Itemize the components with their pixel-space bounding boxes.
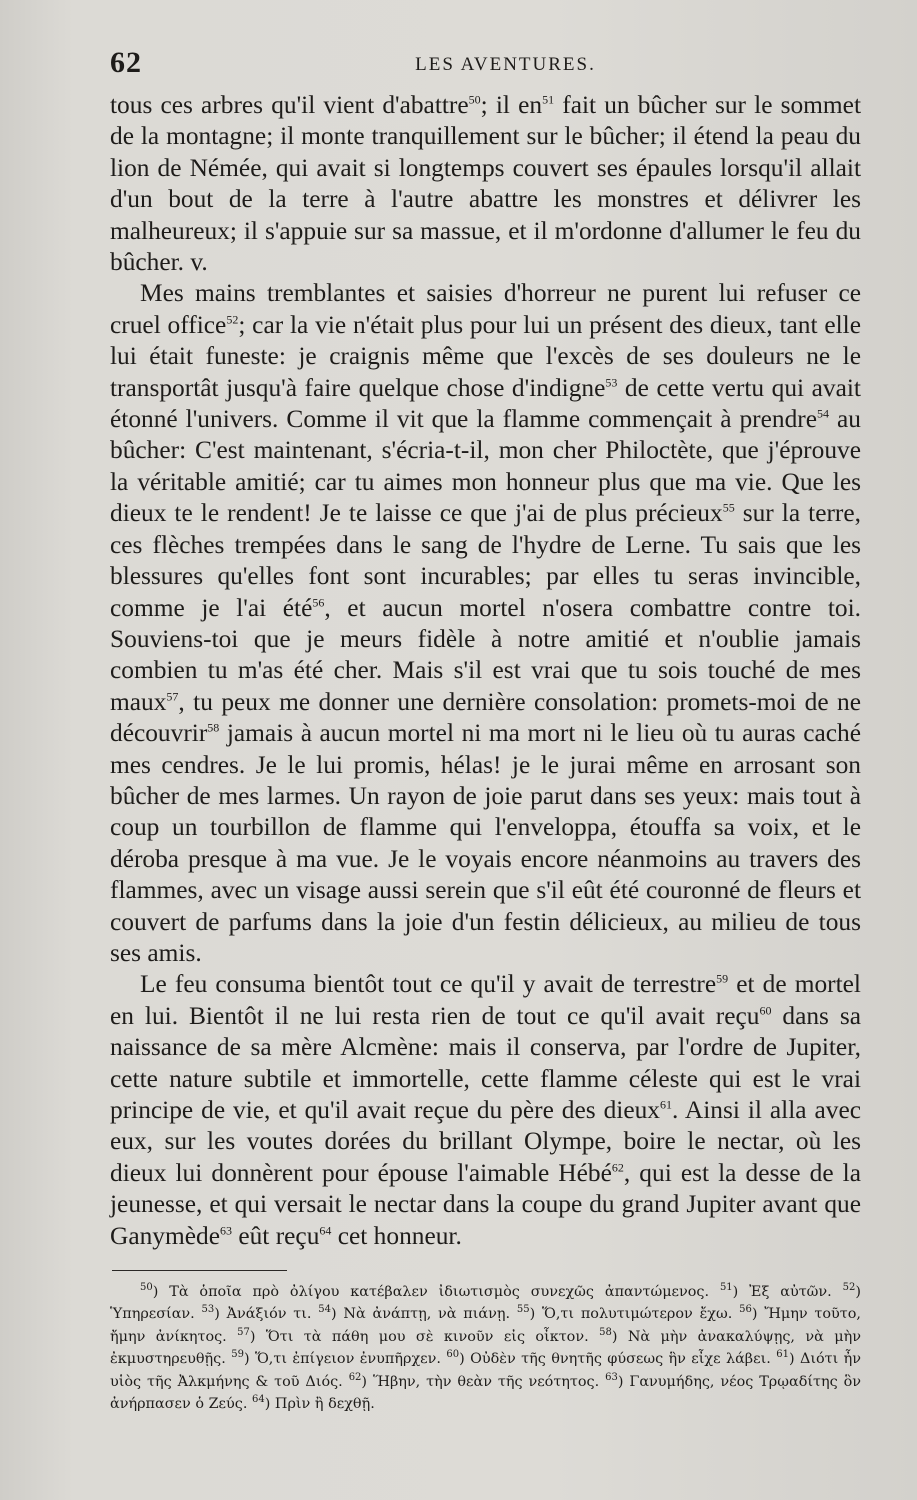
- footnote-text: ) Ὅ,τι πολυτιμώτερον ἔχω.: [529, 1306, 740, 1323]
- footnote-number: 63: [605, 1371, 618, 1383]
- footnote-text: ) Ἀνάξιόν τι.: [214, 1306, 319, 1323]
- paragraph: [110, 90, 861, 278]
- footnote-ref: 63: [219, 1223, 232, 1238]
- footnote-ref: 58: [207, 720, 220, 735]
- text-run: ; il en: [480, 91, 543, 119]
- footnote-text: ) Ἥβην, τὴν θεὰν τῆς νεότητος.: [361, 1373, 606, 1390]
- footnote-number: 61: [776, 1349, 789, 1361]
- footnote-block: [110, 1281, 861, 1415]
- footnote-text: ) Ἤμην τοῦτο, ἤμην ἀνίκητος.: [110, 1306, 861, 1345]
- footnote-text: ) Νὰ ἀνάπτῃ, νὰ πιάνῃ.: [330, 1306, 517, 1323]
- footnote-number: 58: [599, 1327, 612, 1339]
- page-header: [110, 46, 861, 86]
- footnote-ref: 57: [166, 689, 179, 704]
- footnote-ref: 53: [605, 375, 618, 390]
- footnote-text: ) Νὰ μὴν ἀνακαλύψῃς, νὰ μὴν ἐκμυστηρευθῇς.: [110, 1328, 861, 1368]
- footnote-text: ) Οὐδὲν τῆς θνητῆς φύσεως ἣν εἶχε λάβει.: [459, 1351, 777, 1368]
- text-run: au bûcher: C'est maintenant, s'écria-t-il, mon cher Philoctète, que j'éprouve la véritable amitié; car tu aimes mon honneur plus que ma vie. Que les dieux te le rendent! Je te laisse ce que j'ai de plus précieux: [110, 405, 861, 528]
- text-run: eût reçu: [231, 1221, 320, 1250]
- text-run: jamais à aucun mortel ni ma mort ni le lieu où tu auras caché mes cendres. Je le lui promis, hélas! je le jurai même en arrosant son bûcher de mes larmes. Un rayon de joie parut dans ses yeux: mais tout à coup un tourbillon de flamme qui l'enveloppa, étouffa sa voix, et le déroba presque à ma vue. Je le voyais encore néanmoins au travers des flammes, avec un visage aussi serein que s'il eût été couronné de fleurs et couvert de parfums dans la joie d'un festin délicieux, au milieu de tous ses amis.: [110, 719, 861, 967]
- text-run: et de mortel en lui. Bientôt il ne lui resta rien de tout ce qu'il avait reçu: [110, 970, 861, 1030]
- footnote-number: 60: [446, 1349, 460, 1361]
- footnote-number: 50: [140, 1282, 153, 1294]
- footnote-ref: 62: [611, 1160, 624, 1175]
- footnote-number: 53: [201, 1304, 215, 1316]
- footnote-number: 59: [231, 1349, 244, 1361]
- footnote-text: ) Ὅτι τὰ πάθη μου σὲ κινοῦν εἰς οἶκτον.: [249, 1328, 600, 1345]
- footnote-divider: [112, 1270, 287, 1271]
- footnote-ref: 51: [542, 92, 555, 107]
- footnote-text: ) Ἐξ αὐτῶν.: [732, 1284, 843, 1301]
- text-run: Mes mains tremblantes et saisies d'horreur ne purent lui refuser ce cruel office: [110, 279, 861, 339]
- paragraph: [110, 969, 861, 1252]
- text-run: fait un bûcher sur le sommet de la montagne; il monte tranquillement sur le bûcher; il étend la peau du lion de Némée, qui avait si longtemps couvert ses épaules lorsqu'il allait d'un bout de la terre à l'autre abattre les monstres et délivrer les malheureux; il s'appuie sur sa massue, et il m'ordonne d'allumer le feu du bûcher. v.: [110, 91, 861, 277]
- text-run: cet honneur.: [331, 1221, 462, 1250]
- footnote-number: 56: [739, 1304, 752, 1316]
- text-run: tous ces arbres qu'il vient d'abattre: [110, 91, 469, 119]
- page-number: 62: [110, 46, 142, 79]
- text-run: Le feu consuma bientôt tout ce qu'il y avait de terrestre: [140, 970, 717, 999]
- text-run: . Ainsi il alla avec eux, sur les voutes dorées du brillant Olympe, boire le nectar, où les dieux lui donnèrent pour épouse l'aimable Hébé: [110, 1096, 861, 1187]
- text-run: , tu peux me donner une dernière consolation: promets-moi de ne découvrir: [110, 687, 861, 748]
- footnote-ref: 61: [659, 1097, 672, 1112]
- footnote-ref: 55: [722, 500, 735, 515]
- footnote-number: 55: [516, 1304, 530, 1316]
- footnote-number: 52: [842, 1282, 856, 1294]
- text-run: , qui est la desse de la jeunesse, et qui versait le nectar dans la coupe du grand Jupiter avant que Ganymède: [110, 1158, 861, 1250]
- footnote-text: ) Διότι ἦν υἱὸς τῆς Ἀλκμήνης & τοῦ Διός.: [110, 1351, 862, 1390]
- footnote-ref: 56: [312, 595, 325, 610]
- text-run: ; car la vie n'était plus pour lui un présent des dieux, tant elle lui était funeste: je craignis même que l'excès de ses douleurs ne le transportât jusqu'à faire quelque chose d'indigne: [110, 310, 861, 402]
- footnote-ref: 50: [468, 92, 481, 107]
- footnote-ref: 64: [319, 1223, 332, 1238]
- text-run: sur la terre, ces flèches trempées dans le sang de l'hydre de Lerne. Tu sais que les blessures qu'elles font sont incurables; par elles tu seras invincible, comme je l'ai été: [110, 499, 861, 622]
- footnote-number: 51: [719, 1282, 733, 1294]
- footnote-ref: 60: [759, 1003, 772, 1018]
- footnote-ref: 52: [226, 312, 239, 327]
- text-run: , et aucun mortel n'osera combattre contre toi. Souviens-toi que je meurs fidèle à notre amitié et n'oublie jamais combien tu m'as été cher. Mais s'il est vrai que tu sois touché de mes maux: [110, 593, 861, 716]
- paragraph: [110, 278, 861, 969]
- footnote-number: 54: [318, 1304, 331, 1316]
- footnote-number: 57: [237, 1327, 250, 1339]
- text-run: dans sa naissance de sa mère Alcmène: mais il conserva, par l'ordre de Jupiter, cette nature subtile et immortelle, cette flamme céleste qui est le vrai principe de vie, et qu'il avait reçue du père des dieux: [110, 1001, 861, 1124]
- footnote-text: ) Ὑπηρεσίαν.: [110, 1284, 861, 1323]
- running-title: LES AVENTURES.: [415, 54, 596, 75]
- footnote-text: ) Γανυμήδης, νέος Τρῳαδίτης ὃν ἀνήρπασεν ὁ Ζεύς.: [110, 1373, 861, 1413]
- body-text: [110, 90, 861, 1252]
- text-run: de cette vertu qui avait étonné l'univers. Comme il vit que la flamme commençait à prendre: [110, 373, 861, 434]
- footnote-text: ) Πρὶν ἢ δεχθῇ.: [264, 1396, 375, 1413]
- footnote-ref: 54: [817, 406, 830, 421]
- footnotes: [110, 1281, 861, 1415]
- footnote-number: 62: [348, 1371, 362, 1383]
- footnote-text: ) Ὅ,τι ἐπίγειον ἐνυπῆρχεν.: [243, 1351, 447, 1368]
- footnote-ref: 59: [716, 971, 729, 986]
- footnote-number: 64: [251, 1394, 265, 1406]
- footnote-text: ) Τὰ ὁποῖα πρὸ ὀλίγου κατέβαλεν ἰδιωτισμὸς συνεχῶς ἀπαντώμενος.: [152, 1284, 720, 1301]
